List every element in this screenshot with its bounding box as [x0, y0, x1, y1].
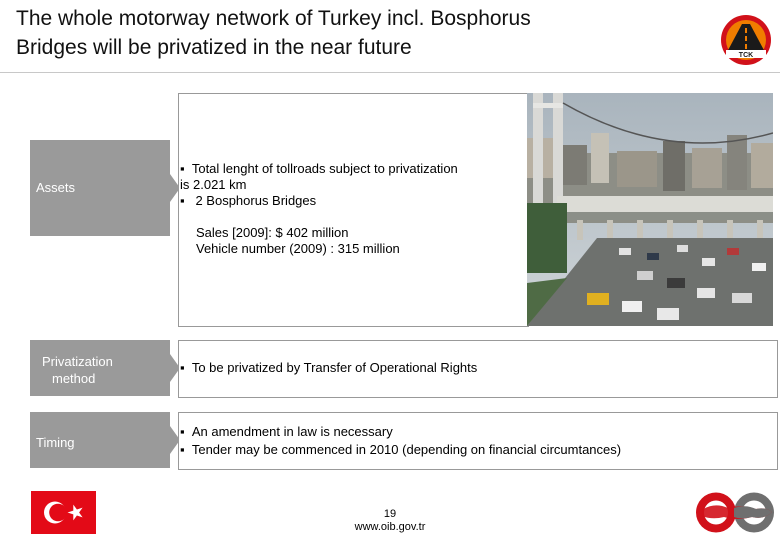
assets-bullet-2 [180, 193, 316, 209]
bullet-icon: ▪ [180, 193, 185, 208]
privatization-text: To be privatized by Transfer of Operational Rights [191, 360, 478, 375]
title-line-2: Bridges will be privatized in the near future [16, 36, 412, 59]
bullet-icon: ▪ [180, 360, 185, 375]
assets-bullet-1-cont: is 2.021 km [180, 177, 247, 192]
assets-bullet-1 [180, 161, 458, 177]
bullet-icon: ▪ [180, 442, 185, 457]
oib-logo [694, 490, 776, 535]
privatization-label [30, 340, 170, 396]
timing-box [178, 412, 778, 470]
footer [350, 508, 430, 534]
timing-bullet-1-text: An amendment in law is necessary [191, 424, 393, 439]
assets-box [178, 93, 529, 327]
assets-label-text: Assets [36, 180, 76, 195]
bosphorus-bridge-photo [527, 93, 773, 326]
bullet-icon: ▪ [180, 161, 185, 176]
timing-bullet-2-text: Tender may be commenced in 2010 (depending on financial circumtances) [191, 442, 622, 457]
privatization-bullet [180, 360, 477, 376]
assets-label [30, 140, 170, 236]
assets-vehicles: Vehicle number (2009) : 315 million [196, 241, 400, 256]
title-divider [0, 72, 780, 73]
bullet-icon: ▪ [180, 424, 185, 439]
privatization-label-line-2: method [52, 371, 96, 386]
assets-bullet-2-text: 2 Bosphorus Bridges [195, 193, 317, 208]
assets-sales: Sales [2009]: $ 402 million [196, 225, 349, 240]
slide-title [16, 4, 696, 62]
privatization-label-line-1: Privatization [42, 354, 113, 369]
timing-label-text: Timing [36, 435, 75, 450]
title-line-1: The whole motorway network of Turkey incl. Bosphorus [16, 7, 531, 30]
timing-bullet-1 [180, 424, 393, 440]
timing-label [30, 412, 170, 468]
tck-logo [720, 14, 772, 66]
turkish-flag-icon [31, 491, 96, 534]
page-number: 19 [383, 508, 397, 520]
assets-bullet-1-text: Total lenght of tollroads subject to privatization [191, 161, 458, 176]
timing-bullet-2 [180, 442, 621, 458]
tck-logo-text: TCK [738, 52, 754, 59]
footer-url[interactable]: www.oib.gov.tr [354, 521, 426, 533]
